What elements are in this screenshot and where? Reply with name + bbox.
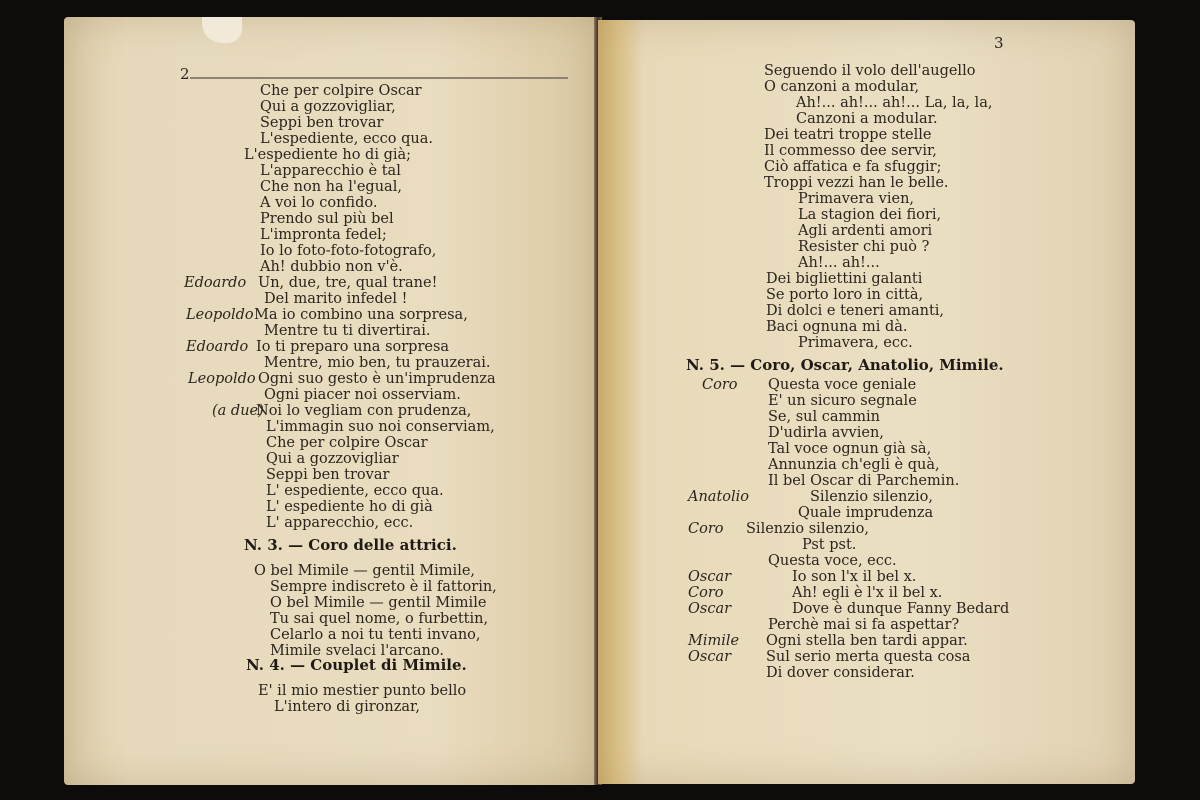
verse-line: Il commesso dee servir, xyxy=(764,143,937,159)
verse-line: L'immagin suo noi conserviam, xyxy=(266,419,495,435)
verse-line: Io ti preparo una sorpresa xyxy=(256,339,450,355)
verse-line: Ogni suo gesto è un'imprudenza xyxy=(258,371,496,387)
speaker-name: Leopoldo xyxy=(186,307,254,323)
verse-line: O canzoni a modular, xyxy=(764,79,920,95)
speaker-name: (a due) xyxy=(212,403,264,419)
verse-line: Seppi ben trovar xyxy=(266,467,390,483)
verse-line: Troppi vezzi han le belle. xyxy=(764,175,949,191)
verse-line: Sul serio merta questa cosa xyxy=(766,649,971,665)
verse-line: O bel Mimile — gentil Mimile xyxy=(270,595,487,611)
verse-line: O bel Mimile — gentil Mimile, xyxy=(254,563,476,579)
verse-line: D'udirla avvien, xyxy=(768,425,884,441)
verse-line: Resister chi può ? xyxy=(798,239,930,255)
section-heading: N. 4. — Couplet di Mimile. xyxy=(246,656,467,674)
verse-line: Tal voce ognun già sà, xyxy=(768,441,932,457)
verse-line: Dei bigliettini galanti xyxy=(766,271,923,287)
speaker-name: Oscar xyxy=(688,601,732,617)
verse-line: L'impronta fedel; xyxy=(260,227,387,243)
right-page xyxy=(598,20,1135,784)
verse-line: Qui a gozzovigliar, xyxy=(260,99,396,115)
verse-line: Mentre, mio ben, tu prauzerai. xyxy=(264,355,491,371)
page-number: 2 xyxy=(180,65,190,83)
verse-line: Sempre indiscreto è il fattorin, xyxy=(270,579,497,595)
verse-line: Tu sai quel nome, o furbettin, xyxy=(270,611,489,627)
page-number: 3 xyxy=(994,34,1004,52)
speaker-name: Edoardo xyxy=(186,339,249,355)
verse-line: Che per colpire Oscar xyxy=(266,435,428,451)
speaker-name: Anatolio xyxy=(688,489,750,505)
verse-line: Ah!... ah!... ah!... La, la, la, xyxy=(796,95,993,111)
verse-line: Baci ognuna mi dà. xyxy=(766,319,908,335)
verse-line: Ma io combino una sorpresa, xyxy=(254,307,468,323)
verse-line: Questa voce, ecc. xyxy=(768,553,897,569)
speaker-name: Oscar xyxy=(688,569,732,585)
verse-line: Dei teatri troppe stelle xyxy=(764,127,932,143)
speaker-name: Leopoldo xyxy=(188,371,256,387)
verse-line: Pst pst. xyxy=(802,537,857,553)
speaker-name: Coro xyxy=(702,377,738,393)
verse-line: Ogni stella ben tardi appar. xyxy=(766,633,968,649)
verse-line: Seppi ben trovar xyxy=(260,115,384,131)
verse-line: Prendo sul più bel xyxy=(260,211,394,227)
gutter-stain xyxy=(598,20,642,784)
verse-line: Ogni piacer noi osserviam. xyxy=(264,387,461,403)
section-heading: N. 5. — Coro, Oscar, Anatolio, Mimile. xyxy=(686,356,1004,374)
verse-line: Silenzio silenzio, xyxy=(746,521,869,537)
verse-line: Che non ha l'egual, xyxy=(260,179,402,195)
verse-line: L' apparecchio, ecc. xyxy=(266,515,414,531)
verse-line: Dove è dunque Fanny Bedard xyxy=(792,601,1010,617)
verse-line: Io son l'x il bel x. xyxy=(792,569,917,585)
verse-line: L'espediente, ecco qua. xyxy=(260,131,434,147)
verse-line: Ah!... ah!... xyxy=(798,255,880,271)
verse-line: Del marito infedel ! xyxy=(264,291,408,307)
verse-line: Io lo foto-foto-fotografo, xyxy=(260,243,437,259)
verse-line: L'apparecchio è tal xyxy=(260,163,401,179)
verse-line: Mimile svelaci l'arcano. xyxy=(270,643,444,659)
speaker-name: Mimile xyxy=(688,633,740,649)
verse-line: L' espediente, ecco qua. xyxy=(266,483,444,499)
verse-line: Quale imprudenza xyxy=(798,505,934,521)
verse-line: Un, due, tre, qual trane! xyxy=(258,275,438,291)
verse-line: Di dolci e teneri amanti, xyxy=(766,303,945,319)
verse-line: Ah! dubbio non v'è. xyxy=(260,259,403,275)
verse-line: L'espediente ho di già; xyxy=(244,147,412,163)
verse-line: Silenzio silenzio, xyxy=(810,489,933,505)
verse-line: Celarlo a noi tu tenti invano, xyxy=(270,627,481,643)
header-rule xyxy=(190,77,568,79)
verse-line: Qui a gozzovigliar xyxy=(266,451,399,467)
speaker-name: Oscar xyxy=(688,649,732,665)
verse-line: Se porto loro in città, xyxy=(766,287,924,303)
verse-line: Canzoni a modular. xyxy=(796,111,938,127)
verse-line: Ah! egli è l'x il bel x. xyxy=(792,585,943,601)
verse-line: Il bel Oscar di Parchemin. xyxy=(768,473,960,489)
verse-line: L'intero di gironzar, xyxy=(274,699,420,715)
section-heading: N. 3. — Coro delle attrici. xyxy=(244,536,457,554)
speaker-name: Coro xyxy=(688,521,724,537)
verse-line: Agli ardenti amori xyxy=(798,223,933,239)
speaker-name: Edoardo xyxy=(184,275,247,291)
verse-line: Primavera, ecc. xyxy=(798,335,913,351)
verse-line: E' il mio mestier punto bello xyxy=(258,683,467,699)
verse-line: Annunzia ch'egli è quà, xyxy=(768,457,940,473)
verse-line: Questa voce geniale xyxy=(768,377,917,393)
verse-line: Se, sul cammin xyxy=(768,409,880,425)
verse-line: A voi lo confido. xyxy=(260,195,378,211)
verse-line: Che per colpire Oscar xyxy=(260,83,422,99)
verse-line: Seguendo il volo dell'augello xyxy=(764,63,976,79)
left-page xyxy=(64,17,596,785)
verse-line: La stagion dei fiori, xyxy=(798,207,942,223)
verse-line: Mentre tu ti divertirai. xyxy=(264,323,431,339)
torn-corner xyxy=(202,17,242,43)
verse-line: Noi lo vegliam con prudenza, xyxy=(256,403,472,419)
verse-line: L' espediente ho di già xyxy=(266,499,433,515)
verse-line: Perchè mai si fa aspettar? xyxy=(768,617,960,633)
verse-line: Primavera vien, xyxy=(798,191,915,207)
verse-line: Di dover considerar. xyxy=(766,665,915,681)
speaker-name: Coro xyxy=(688,585,724,601)
verse-line: Ciò affatica e fa sfuggir; xyxy=(764,159,942,175)
verse-line: E' un sicuro segnale xyxy=(768,393,917,409)
